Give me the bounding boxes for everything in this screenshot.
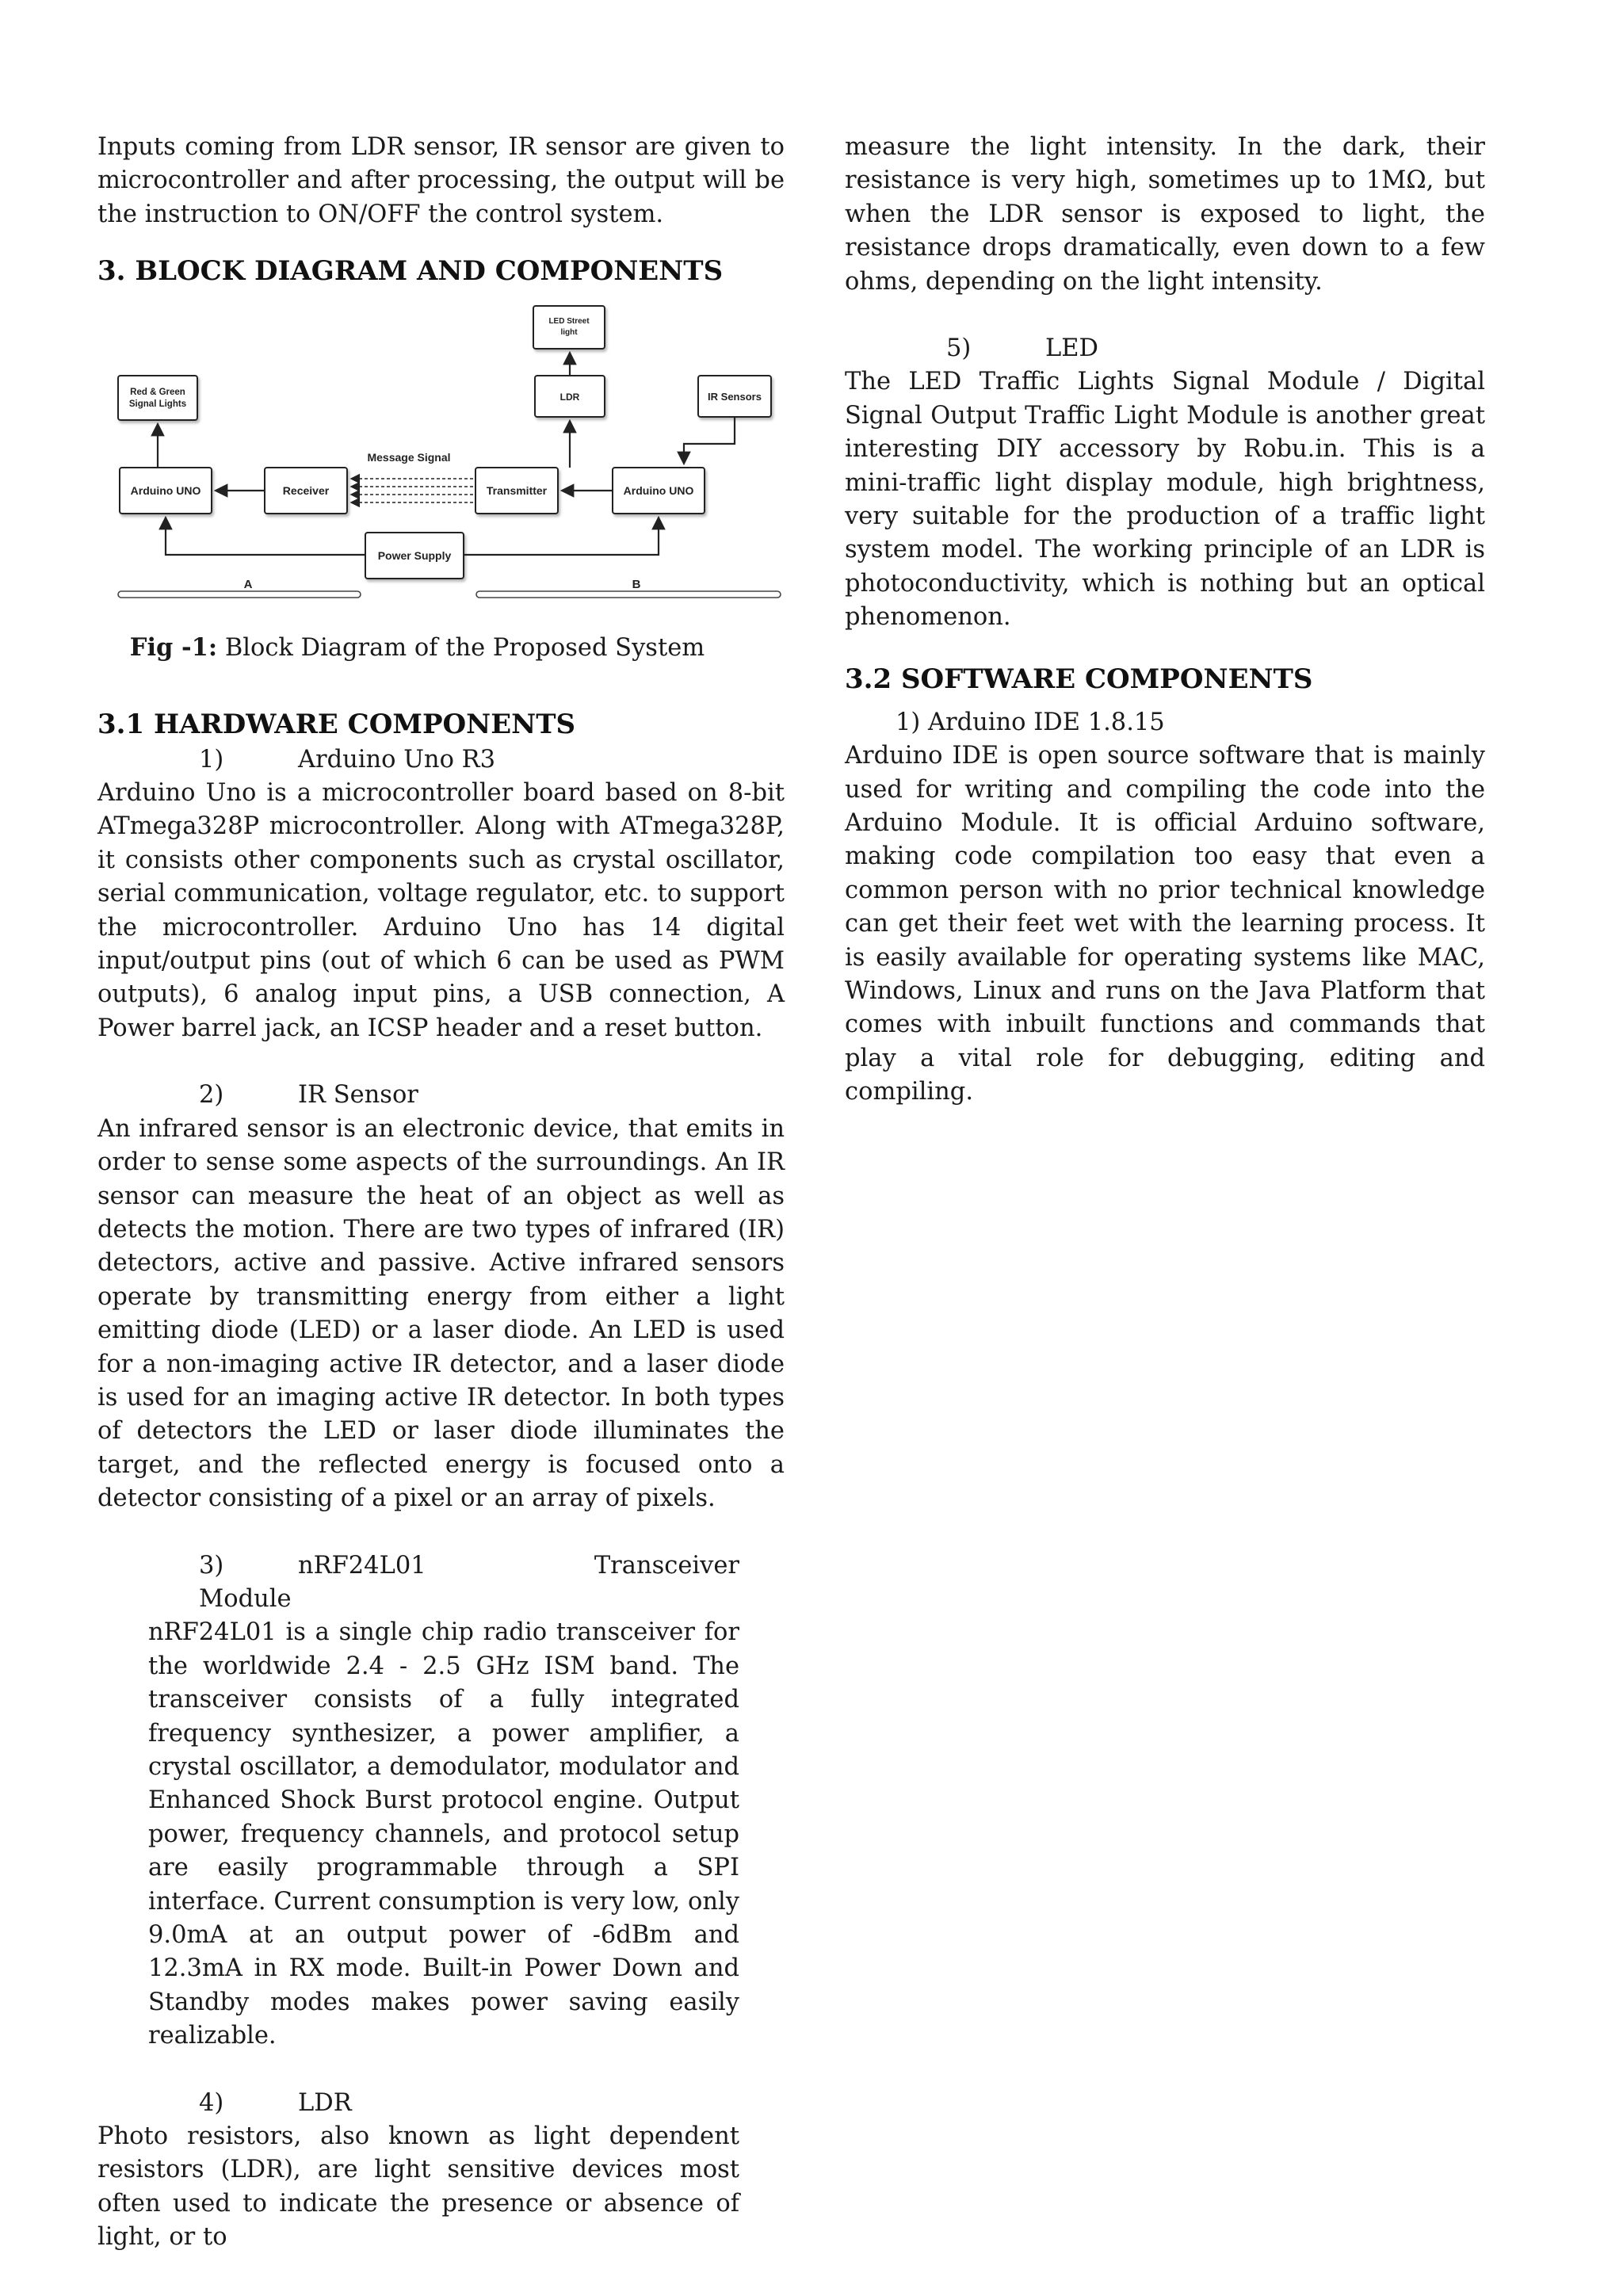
left-column [97,131,785,2255]
transmitter-label: Transmitter [486,484,548,498]
item-1-title [97,743,785,777]
item-2-name: IR Sensor [298,1081,418,1110]
item-2-body: An infrared sensor is an electronic device, that emits in order to sense some aspects of the surroundings. An IR sensor can measure the heat of an object as well as detects the motion. There are two types of infrared (IR) detectors, active and passive. Active infrared sensors operate by transmitting energy from either a light emitting diode (LED) or a laser diode. An LED is used for a non-imaging active IR detector, and a laser diode is used for an imaging active IR detector. In both types of detectors the LED or laser diode illuminates the target, and the reflected energy is focused onto a detector consisting of a pixel or an array of pixels. [97,1114,785,1513]
arduino-right-label: Arduino UNO [623,484,694,498]
ldr-block-label: LDR [559,392,580,403]
item-1-body: Arduino Uno is a microcontroller board based on 8-bit ATmega328P microcontroller. Along with ATmega328P, it consists other components such as crystal oscillator, serial communication, voltage regulator, etc. to support the microcontroller. Arduino Uno has 14 digital input/output pins (out of which 6 can be used as PWM outputs), 6 analog input pins, a USB connection, A Power barrel jack, an ICSP header and a reset button. [97,779,785,1042]
led-street-light-label-2: light [560,328,578,338]
arduino-left-label: Arduino UNO [130,484,201,498]
message-signal-lines [351,479,473,502]
item-3-title [148,1549,739,1617]
block-diagram [97,303,785,612]
right-column [845,131,1485,1110]
power-supply-label: Power Supply [377,549,452,563]
figure-caption [97,631,785,665]
receiver-label: Receiver [282,484,330,498]
ir-sensors-block-label: IR Sensors [708,391,762,403]
item-5-name: LED [1045,334,1098,363]
item-5-title [845,332,1485,365]
item-5-body: The LED Traffic Lights Signal Module / Digital Signal Output Traffic Light Module is another great interesting DIY accessory by Robu.in. This is a mini-traffic light display module, high brightness, very suitable for the production of a traffic light system model. The working principle of an LDR is photoconductivity, which is nothing but an optical phenomenon. [845,368,1485,632]
item-4-body: Photo resistors, also known as light dependent resistors (LDR), are light sensitive devices most often used to indicate the presence or absence of light, or to [97,2122,739,2252]
red-green-label-2: Signal Lights [128,399,187,410]
ldr-continued-paragraph: measure the light intensity. In the dark, their resistance is very high, sometimes up to 1MΩ, but when the LDR sensor is exposed to light, the resistance drops dramatically, even down to a few ohms, depending on the light intensity. [845,133,1485,296]
message-signal-label: Message Signal [367,451,451,464]
section-3-heading: 3. BLOCK DIAGRAM AND COMPONENTS [97,255,724,288]
led-street-light-block [533,306,605,349]
item-2-number: 2) [199,1081,224,1110]
block-diagram-figure [97,303,785,612]
item-4-name: LDR [298,2088,352,2117]
led-street-light-label-1: LED Street [548,317,590,327]
figure-caption-text: Block Diagram of the Proposed System [217,634,705,663]
software-item-1-body: Arduino IDE is open source software that is mainly used for writing and compiling the code into the Arduino Module. It is official Arduino software, making code compilation too easy that even a common person with no prior technical knowledge can get their feet wet with the learning process. It is easily available for operating systems like MAC, Windows, Linux and runs on the Java Platform that comes with inbuilt functions and commands that play a vital role for debugging, editing and compiling. [845,742,1485,1106]
software-components-heading: 3.2 SOFTWARE COMPONENTS [845,663,1313,695]
label-a: A [243,578,253,592]
item-3-number: 3) [199,1551,224,1580]
road-bar-a [118,591,361,598]
red-green-signal-block [118,376,197,420]
hardware-components-heading: 3.1 HARDWARE COMPONENTS [97,708,576,740]
item-1-name: Arduino Uno R3 [298,745,496,774]
figure-caption-label: Fig -1: [129,633,218,663]
red-green-label-1: Red & Green [130,388,185,398]
item-3-block [148,1549,739,2053]
item-3-body: nRF24L01 is a single chip radio transceiver for the worldwide 2.4 - 2.5 GHz ISM band. The transceiver consists of a fully integrated frequency synthesizer, a power amplifier, a crystal oscillator, a demodulator, modulator and Enhanced Shock Burst protocol engine. Output power, frequency channels, and protocol setup are easily programmable through a SPI interface. Current consumption is very low, only 9.0mA at an output power of -6dBm and 12.3mA in RX mode. Built-in Power Down and Standby modes makes power saving easily realizable. [148,1618,739,2050]
item-4-title [97,2087,739,2120]
road-bar-b [476,591,781,598]
label-b: B [632,578,641,592]
item-5-number: 5) [946,334,972,363]
software-item-1-title: 1) Arduino IDE 1.8.15 [896,708,1165,736]
item-2-title [97,1079,785,1112]
intro-paragraph: Inputs coming from LDR sensor, IR sensor are given to microcontroller and after processing, the output will be the instruction to ON/OFF the control system. [97,133,785,228]
item-4-block [97,2087,739,2255]
item-3-name: nRF24L01 Transceiver Module [199,1551,739,1613]
item-1-number: 1) [199,745,224,774]
item-4-number: 4) [199,2088,224,2117]
